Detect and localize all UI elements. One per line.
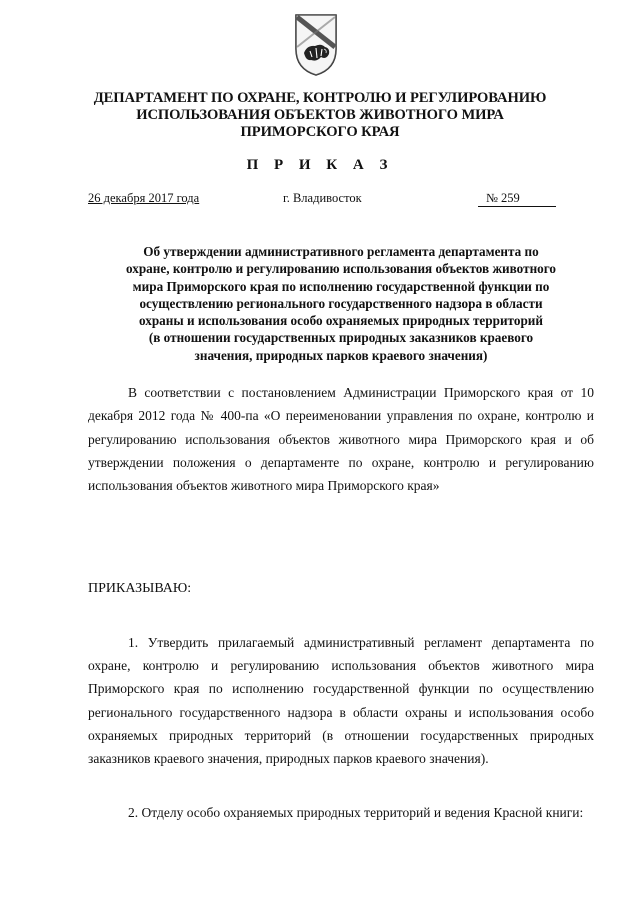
subject-line: мира Приморского края по исполнению государственной функции по <box>132 278 550 294</box>
document-number: № 259 <box>486 191 520 205</box>
intro-paragraph: В соответствии с постановлением Администрации Приморского края от 10 декабря 2012 года № 400-па «О переименовании управления по охране, контролю и регулированию использования объектов животного мира Приморского края и об утверждении положения о департаменте по охране, контролю и регулированию использования объектов животного мира Приморского края» <box>88 385 594 494</box>
coat-of-arms-icon <box>293 13 339 77</box>
order-word: ПРИКАЗЫВАЮ: <box>88 581 192 596</box>
subject-line: значения, природных парков краевого значения) <box>194 347 488 363</box>
document-type: П Р И К А З <box>246 157 394 173</box>
document-number-field <box>478 191 556 207</box>
subject-line: охраны и использования особо охраняемых природных территорий <box>138 313 543 329</box>
department-line: ДЕПАРТАМЕНТ ПО ОХРАНЕ, КОНТРОЛЮ И РЕГУЛИРОВАНИЮ <box>93 90 547 106</box>
subject-line: осуществлению регионального государственного надзора в области <box>139 295 543 311</box>
document-subject <box>88 243 594 364</box>
department-name <box>60 90 580 141</box>
subject-line: охране, контролю и регулированию использования объектов животного <box>125 261 557 277</box>
document-date: 26 декабря 2017 года <box>88 191 200 205</box>
document-city: г. Владивосток <box>283 191 362 205</box>
department-line: ИСПОЛЬЗОВАНИЯ ОБЪЕКТОВ ЖИВОТНОГО МИРА <box>136 107 504 123</box>
order-item-2: 2. Отделу особо охраняемых природных территорий и ведения Красной книги: <box>128 805 584 820</box>
department-line: ПРИМОРСКОГО КРАЯ <box>240 124 400 140</box>
subject-line: Об утверждении административного регламента департамента по <box>143 244 539 259</box>
subject-line: (в отношении государственных природных заказников краевого <box>148 330 534 346</box>
order-item-1: 1. Утвердить прилагаемый административный регламент департамента по охране, контролю и регулированию использования объектов животного мира Приморского края по исполнению государственной функции по осуществлению регионального государственного надзора в области охраны и использования особо охраняемых природных территорий (в отношении государственных природных заказников краевого значения, природных парков краевого значения). <box>88 635 594 767</box>
